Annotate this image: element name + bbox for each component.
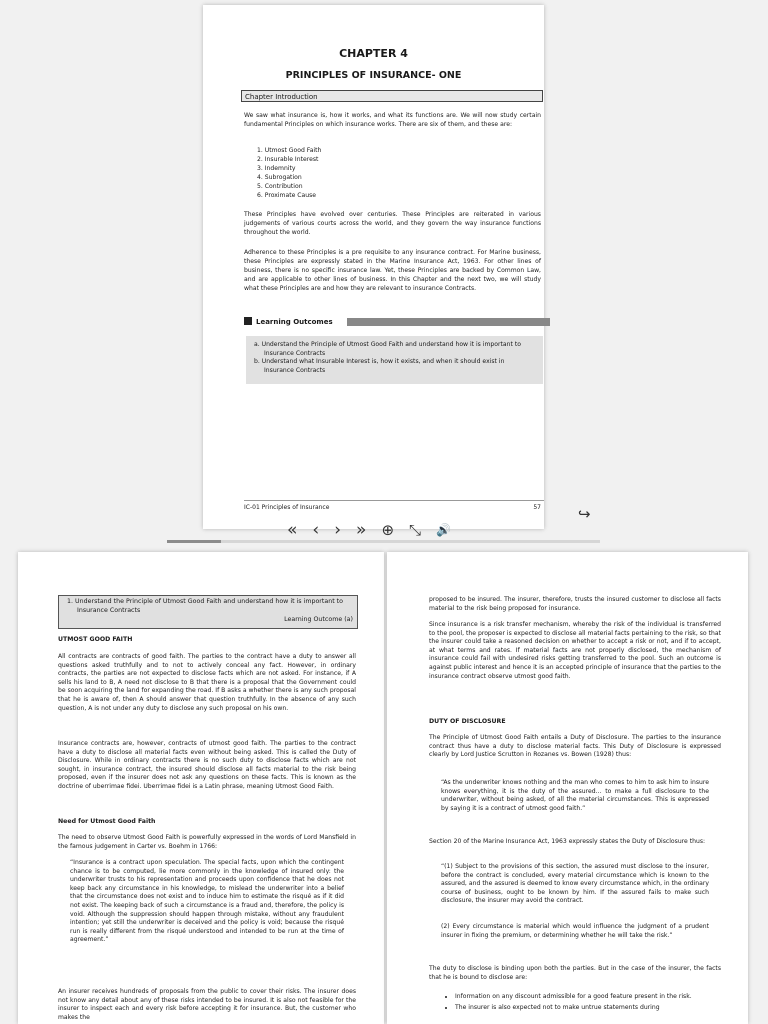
learning-outcomes-label: Learning Outcomes [256,318,333,326]
paragraph: The duty to disclose is binding upon both the parties. But in the case of the insurer, the facts that he is bound to disclose are: [429,965,721,981]
paragraph: proposed to be insured. The insurer, therefore, trusts the insured customer to disclose all facts material to the risk being proposed for insurance. [429,596,721,612]
learning-outcome-box [58,595,358,629]
next-page-icon[interactable]: › [334,520,342,540]
list-item: • The insurer is also expected not to make untrue statements during [455,1004,721,1013]
last-page-icon[interactable]: » [356,520,367,540]
paragraph: Since insurance is a risk transfer mechanism, whereby the risk of the individual is transferred to the pool, the proposer is expected to disclose all material facts pertaining to the risk, so that the insurer could take a reasoned decision on whether to accept a risk or not, and if to accept, at what terms and rates. If material facts are not properly disclosed, the mechanism of insurance could fail with undesired risks getting transferred to the pool. Such an outcome is against public interest and hence it is an accepted principle of insurance that the parties to the insurance contract observe utmost good faith. [429,621,721,680]
zoom-icon[interactable]: ⊕ [381,521,395,539]
chapter-number: CHAPTER 4 [339,47,408,60]
page-number: 57 [533,504,541,511]
section-heading: UTMOST GOOD FAITH [58,636,133,643]
paragraph: The need to observe Utmost Good Faith is powerfully expressed in the words of Lord Mansfield in the famous judgement in Carter vs. Boehm in 1766: [58,834,356,850]
page-footer [244,504,541,511]
quotation: “(1) Subject to the provisions of this section, the assured must disclose to the insurer, before the contract is concluded, every material circumstance which is known to the assured, and the assured is deemed to know every circumstance which, in the ordinary course of business, ought to be known by him. If the assured fails to make such disclosure, the insurer may avoid the contract. [441,863,709,905]
paragraph: An insurer receives hundreds of proposals from the public to cover their risks. The insurer does not know any detail about any of these risks intended to be insured. It is also not feasible for the insurer to inspect each and every risk before accepting it for insurance. But, the customer who makes the [58,988,356,1021]
principle-item: 2. Insurable Interest [257,155,319,163]
reading-progress-fill [167,540,221,543]
share-icon[interactable]: ↪ [578,505,591,523]
section-heading: DUTY OF DISCLOSURE [429,718,506,725]
principle-item: 4. Subrogation [257,173,302,181]
principle-item: 6. Proximate Cause [257,191,317,199]
first-page-icon[interactable]: « [287,520,298,540]
document-page-57 [203,5,544,529]
evolution-paragraph: These Principles have evolved over centuries. These Principles are reiterated in various judgements of various courts across the world, and they govern the way insurance functions throughout the world. [244,211,541,236]
list-item: • Information on any discount admissible for a good feature present in the risk. [455,993,721,1002]
learning-outcome-title: 1. Understand the Principle of Utmost Good Faith and understand how it is important to Insurance Contracts [67,598,344,614]
paragraph: Section 20 of the Marine Insurance Act, 1963 expressly states the Duty of Disclosure thus: [429,838,706,845]
learning-outcomes-box [246,336,543,384]
document-page-58 [18,552,384,1024]
reading-progress-bar[interactable] [167,540,600,543]
fullscreen-icon[interactable]: ⤡ [409,521,422,539]
paragraph: Insurance contracts are, however, contracts of utmost good faith. The parties to the contract have a duty to disclose all material facts even without being asked. This is called the Duty of Disclosure. While in ordinary contracts there is no such duty to disclose facts which are not sought, in insurance contract, the insured should disclose all facts material to the risk being proposed, even if the insurer does not ask any questions on these facts. This is known as the doctrine of uberrimae fidei. Uberrimae fidei is a Latin phrase, meaning Utmost Good Faith. [58,740,356,790]
heading-rule [347,318,550,326]
paragraph: The Principle of Utmost Good Faith entails a Duty of Disclosure. The parties to the insurance contract thus have a duty to disclose material facts. This Duty of Disclosure is expressed clearly by Lord Justice Scrutton in Rozanes vs. Bowen (1928) thus: [429,734,721,759]
document-page-59 [387,552,748,1024]
learning-outcomes-heading [244,317,550,328]
square-bullet-icon [244,317,252,325]
learning-outcome-ref: Learning Outcome (a) [284,616,353,624]
chapter-title: PRINCIPLES OF INSURANCE- ONE [285,70,462,81]
principles-list [257,147,321,200]
bullet-list [429,993,721,1014]
outcome-a: a. Understand the Principle of Utmost Good Faith and understand how it is important to Insurance Contracts [254,341,521,357]
paragraph: All contracts are contracts of good faith. The parties to the contract have a duty to answer all questions asked truthfully and to not to actively conceal any fact. However, in ordinary contracts, the parties are not expected to disclose facts which are not asked. For instance, if A sells his land to B, A need not disclose to B that there is a proposal that the Government could be soon acquiring the land for expanding the road. If B asks a whether there is any such proposal that he is aware of, then A should answer that question truthfully. In the absence of any such question, A is not under any duty to disclose any such proposal on his own. [58,653,356,712]
principle-item: 3. Indemnity [257,164,296,172]
section-heading: Need for Utmost Good Faith [58,818,156,825]
outcome-b: b. Understand what Insurable Interest is, how it exists, and when it should exist in Insurance Contracts [254,358,505,374]
previous-page-icon[interactable]: ‹ [312,520,320,540]
quotation: “As the underwriter knows nothing and the man who comes to him to ask him to insure knows everything, it is the duty of the assured… to make a full disclosure to the underwriter, without being asked, of all the material circumstances. This is expressed by saying it is a contract of utmost good faith.” [441,779,709,812]
principle-item: 5. Contribution [257,182,303,190]
adherence-paragraph: Adherence to these Principles is a pre requisite to any insurance contract. For Marine business, these Principles are expressly stated in the Marine Insurance Act, 1963. For other lines of business, there is no specific insurance law. Yet, these Principles are backed by Common Law, and are applicable to other lines of business. In this Chapter and the next two, we will study what these Principles are and how they are relevant to insurance Contracts. [244,249,541,292]
principle-item: 1. Utmost Good Faith [257,147,322,154]
audio-icon[interactable]: 🔊 [436,523,451,537]
footer-rule [244,500,544,501]
viewer-toolbar [287,518,487,542]
intro-paragraph: We saw what insurance is, how it works, and what its functions are. We will now study certain fundamental Principles on which insurance works. There are six of them, and these are: [244,112,541,128]
footer-course-name: IC-01 Principles of Insurance [244,504,330,511]
quotation: (2) Every circumstance is material which would influence the judgment of a prudent insurer in fixing the premium, or determining whether he will take the risk.” [441,923,709,939]
chapter-introduction-heading: Chapter Introduction [241,90,543,102]
quotation: “Insurance is a contract upon speculation. The special facts, upon which the contingent chance is to be computed, lie more commonly in the knowledge of insured only: the underwriter trusts to his representation and proceeds upon confidence that he does not keep back any circumstance in his knowledge, to mislead the underwriter into a belief that the circumstance does not exist and to induce him to estimate the risqué as if it did not exist. The keeping back of such a circumstance is a fraud and, therefore, the policy is void. Although the suppression should happen through mistake, without any fraudulent intention; yet still the underwriter is deceived and the policy is void; because the risqué run is really different from the risqué understood and intended to be run at the time of agreement.” [70,859,344,944]
